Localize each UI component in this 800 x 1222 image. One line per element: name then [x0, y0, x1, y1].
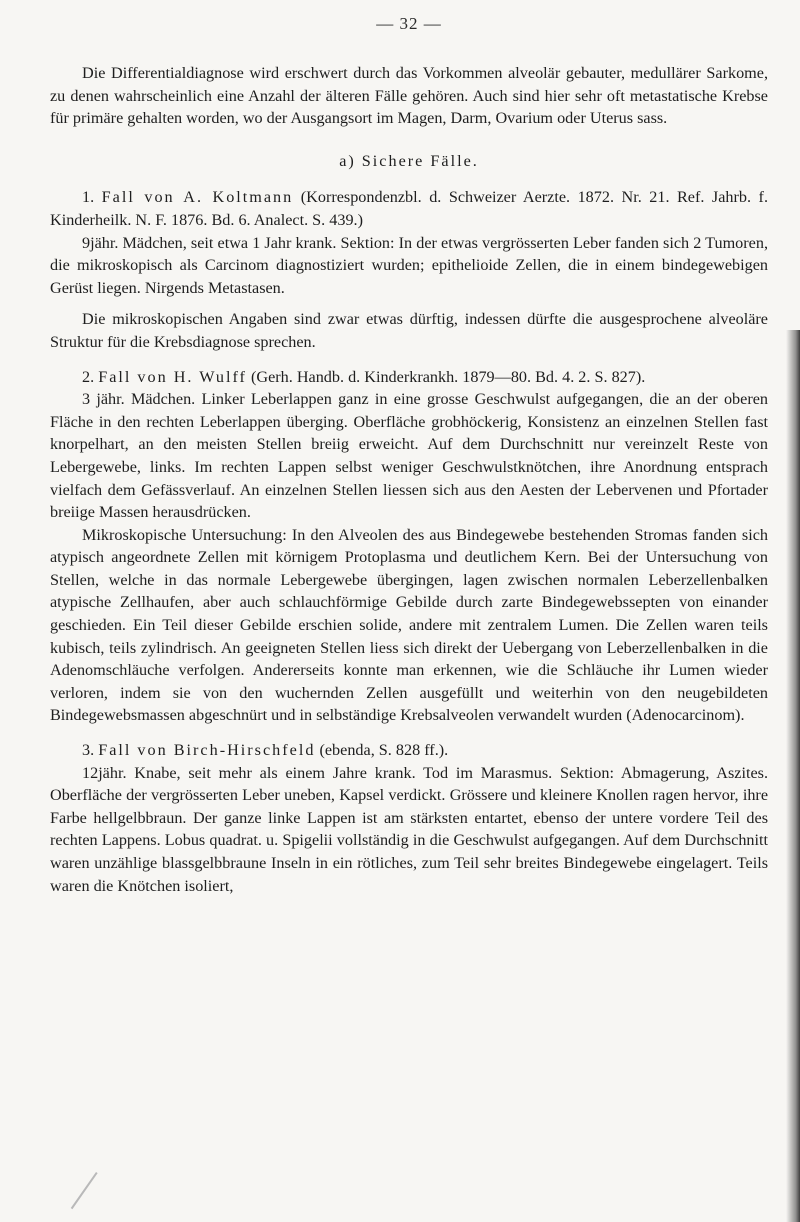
case-2-description: 3 jähr. Mädchen. Linker Leberlappen ganz in eine grosse Geschwulst aufgegangen, die an der oberen Fläche in den rechten Leberlappen überging. Oberfläche grobhöckerig, Konsistenz an einzelnen Stellen fast knorpelhart, an den meisten Stellen breiig erweicht. Auf dem Durchschnitt nur vereinzelt Reste von Lebergewebe, links. Im rechten Lappen selbst weniger Geschwulstknötchen, ihre Anordnung entsprach vielfach dem Gefässverlauf. An einzelnen Stellen liessen sich aus den Aesten der Lebervenen und Pfortader breiige Massen herausdrücken. — [50, 390, 768, 522]
case-3-title: Fall von Birch-Hirschfeld — [98, 741, 316, 760]
body-text — [50, 62, 768, 897]
case-2-microscopy: Mikroskopische Untersuchung: In den Alveolen des aus Bindegewebe bestehenden Stromas fanden sich atypisch angeordnete Zellen mit körnigem Protoplasma und deutlichem Kern. Bei der Untersuchung von Stellen, welche in das normale Lebergewebe übergingen, lagen zwischen normalen Leberzellenbalken atypische Zellhaufen, aber auch schlauchförmige Gebilde durch zarte Bindegewebssepten von einander geschieden. Ein Teil dieser Gebilde erschien solide, andere mit zentralem Lumen. Die Zellen waren teils kubisch, teils zylindrisch. An geeigneten Stellen liess sich direkt der Uebergang von Leberzellenbalken in die Adenomschläuche verfolgen. Andererseits konnte man erkennen, wie die Schläuche ihr Lumen wieder verloren, indem sie von den wuchernden Zellen ausgefüllt und weiterhin von den neugebildeten Bindegewebsmassen abgeschnürt und in selbständige Krebsalveolen verwandelt wurden (Adenocarcinom). — [50, 525, 768, 725]
case-3-heading — [50, 739, 768, 762]
case-1-number: 1. — [82, 188, 95, 207]
case-3-description: 12jähr. Knabe, seit mehr als einem Jahre krank. Tod im Marasmus. Sektion: Abmagerung, Aszites. Oberfläche der vergrösserten Leber uneben, Kapsel verdickt. Grössere und kleinere Knollen ragen hervor, ihre Farbe hellgelbbraun. Der ganze linke Lappen ist am stärksten entartet, ebenso der untere vordere Teil des rechten Lappens. Lobus quadrat. u. Spigelii vollständig in die Geschwulst aufgegangen. Auf dem Durchschnitt waren unzählige blassgelbbraune Inseln in ein rötliches, zum Teil sehr breites Bindegewebe eingelagert. Teils waren die Knötchen isoliert, — [50, 763, 768, 895]
page-number: — 32 — — [376, 14, 442, 33]
case-1-heading — [50, 186, 768, 231]
case-1-reference: (Korrespondenzbl. d. Schweizer Aerzte. 1872. Nr. 21. Ref. Jahrb. f. Kinderheilk. N. F. 1876. Bd. 6. Analect. S. 439.) — [50, 188, 768, 229]
case-2-reference: (Gerh. Handb. d. Kinderkrankh. 1879—80. Bd. 4. 2. S. 827). — [251, 367, 646, 386]
document-page — [50, 0, 768, 1222]
case-2-heading — [50, 366, 768, 389]
section-heading: a) Sichere Fälle. — [339, 151, 479, 170]
page-edge-shadow — [786, 330, 800, 1222]
case-1-comment: Die mikroskopischen Angaben sind zwar etwas dürftig, indessen dürfte die ausgesprochene alveoläre Struktur für die Krebsdiagnose sprechen. — [50, 310, 768, 351]
case-3-reference: (ebenda, S. 828 ff.). — [319, 741, 449, 760]
case-3-number: 3. — [82, 741, 95, 760]
case-1-title: Fall von A. Koltmann — [101, 188, 294, 207]
case-2-number: 2. — [82, 367, 95, 386]
case-1-description: 9jähr. Mädchen, seit etwa 1 Jahr krank. Sektion: In der etwas vergrösserten Leber fanden sich 2 Tumoren, die mikroskopisch als Carcinom diagnostiziert wurden; epithelioide Zellen, die in einem bindegewebigen Gerüst liegen. Nirgends Metastasen. — [50, 233, 768, 297]
case-2-title: Fall von H. Wulff — [98, 367, 247, 386]
intro-paragraph: Die Differentialdiagnose wird erschwert durch das Vorkommen alveolär gebauter, medullärer Sarkome, zu denen wahrscheinlich eine Anzahl der älteren Fälle gehören. Auch sind hier sehr oft metastatische Krebse für primäre gehalten worden, wo der Ausgangsort im Magen, Darm, Ovarium oder Uterus sass. — [50, 64, 768, 128]
